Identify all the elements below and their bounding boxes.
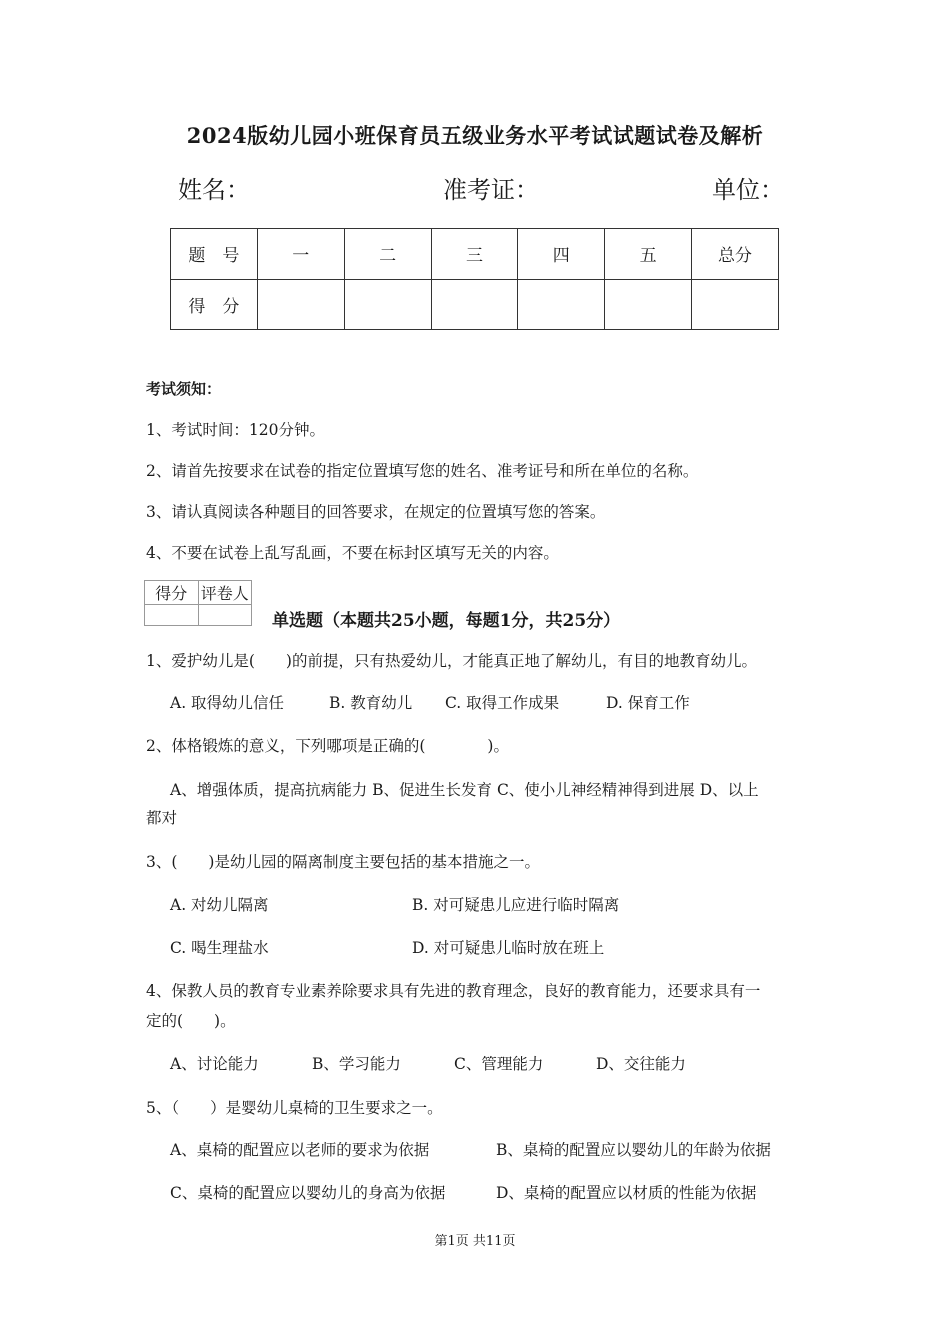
question-4-option-c[interactable]: C、管理能力 bbox=[454, 1055, 544, 1073]
score-cell-5[interactable] bbox=[605, 279, 692, 330]
header-cell-2: 二 bbox=[344, 229, 431, 280]
header-cell-label: 题 号 bbox=[171, 229, 258, 280]
score-cell-4[interactable] bbox=[518, 279, 605, 330]
question-1-option-d[interactable]: D. 保育工作 bbox=[606, 694, 690, 712]
score-table-score-row bbox=[171, 279, 779, 330]
question-1-option-b[interactable]: B. 教育幼儿 bbox=[329, 694, 413, 712]
notice-item-1: 1、考试时间：120分钟。 bbox=[146, 421, 325, 439]
question-5-option-c[interactable]: C、桌椅的配置应以婴幼儿的身高为依据 bbox=[170, 1184, 446, 1202]
header-cell-total: 总分 bbox=[692, 229, 779, 280]
header-cell-1: 一 bbox=[257, 229, 344, 280]
question-4-option-b[interactable]: B、学习能力 bbox=[312, 1055, 401, 1073]
document-title: 2024版幼儿园小班保育员五级业务水平考试试题试卷及解析 bbox=[186, 123, 764, 148]
score-cell-1[interactable] bbox=[257, 279, 344, 330]
question-3-option-a[interactable]: A. 对幼儿隔离 bbox=[170, 896, 269, 914]
grader-reviewer-cell[interactable] bbox=[198, 605, 252, 626]
notice-item-2: 2、请首先按要求在试卷的指定位置填写您的姓名、准考证号和所在单位的名称。 bbox=[146, 462, 699, 480]
notice-heading: 考试须知： bbox=[146, 380, 222, 398]
grader-score-cell[interactable] bbox=[145, 605, 199, 626]
score-cell-3[interactable] bbox=[431, 279, 518, 330]
page-footer: 第1页 共11页 bbox=[434, 1234, 516, 1249]
score-cell-total[interactable] bbox=[692, 279, 779, 330]
question-5-option-d[interactable]: D、桌椅的配置应以材质的性能为依据 bbox=[496, 1184, 757, 1202]
question-4-stem-cont: 定的( )。 bbox=[146, 1012, 236, 1030]
notice-item-4: 4、不要在试卷上乱写乱画，不要在标封区填写无关的内容。 bbox=[146, 544, 559, 562]
grader-score-label: 得分 bbox=[145, 581, 199, 605]
question-4-stem: 4、保教人员的教育专业素养除要求具有先进的教育理念，良好的教育能力，还要求具有一 bbox=[146, 982, 761, 1000]
exam-id-label: 准考证： bbox=[443, 176, 539, 204]
header-cell-4: 四 bbox=[518, 229, 605, 280]
score-cell-2[interactable] bbox=[344, 279, 431, 330]
header-cell-3: 三 bbox=[431, 229, 518, 280]
question-3-option-b[interactable]: B. 对可疑患儿应进行临时隔离 bbox=[412, 896, 620, 914]
name-label: 姓名： bbox=[178, 176, 250, 204]
score-table-header-row bbox=[171, 229, 779, 280]
grader-box bbox=[144, 580, 252, 626]
score-row-label: 得 分 bbox=[171, 279, 258, 330]
question-1-option-a[interactable]: A. 取得幼儿信任 bbox=[170, 694, 285, 712]
question-3-option-c[interactable]: C. 喝生理盐水 bbox=[170, 939, 269, 957]
header-cell-5: 五 bbox=[605, 229, 692, 280]
grader-reviewer-label: 评卷人 bbox=[198, 581, 252, 605]
question-5-stem: 5、（ ）是婴幼儿桌椅的卫生要求之一。 bbox=[146, 1099, 443, 1117]
score-table bbox=[170, 228, 779, 330]
question-4-option-d[interactable]: D、交往能力 bbox=[596, 1055, 686, 1073]
question-1-stem: 1、爱护幼儿是( )的前提，只有热爱幼儿，才能真正地了解幼儿，有目的地教育幼儿。 bbox=[146, 652, 757, 670]
question-3-stem: 3、( )是幼儿园的隔离制度主要包括的基本措施之一。 bbox=[146, 853, 540, 871]
question-2-options-cont: 都对 bbox=[146, 809, 178, 827]
question-4-option-a[interactable]: A、讨论能力 bbox=[170, 1055, 259, 1073]
unit-label: 单位： bbox=[712, 176, 784, 204]
section-title: 单选题（本题共25小题，每题1分，共25分） bbox=[272, 611, 621, 631]
question-1-option-c[interactable]: C. 取得工作成果 bbox=[445, 694, 560, 712]
question-5-option-b[interactable]: B、桌椅的配置应以婴幼儿的年龄为依据 bbox=[496, 1141, 771, 1159]
question-2-options[interactable]: A、增强体质，提高抗病能力 B、促进生长发育 C、使小儿神经精神得到进展 D、以上 bbox=[170, 781, 759, 799]
question-5-option-a[interactable]: A、桌椅的配置应以老师的要求为依据 bbox=[170, 1141, 430, 1159]
notice-item-3: 3、请认真阅读各种题目的回答要求，在规定的位置填写您的答案。 bbox=[146, 503, 606, 521]
question-3-option-d[interactable]: D. 对可疑患儿临时放在班上 bbox=[412, 939, 605, 957]
question-2-stem: 2、体格锻炼的意义，下列哪项是正确的( )。 bbox=[146, 737, 509, 755]
